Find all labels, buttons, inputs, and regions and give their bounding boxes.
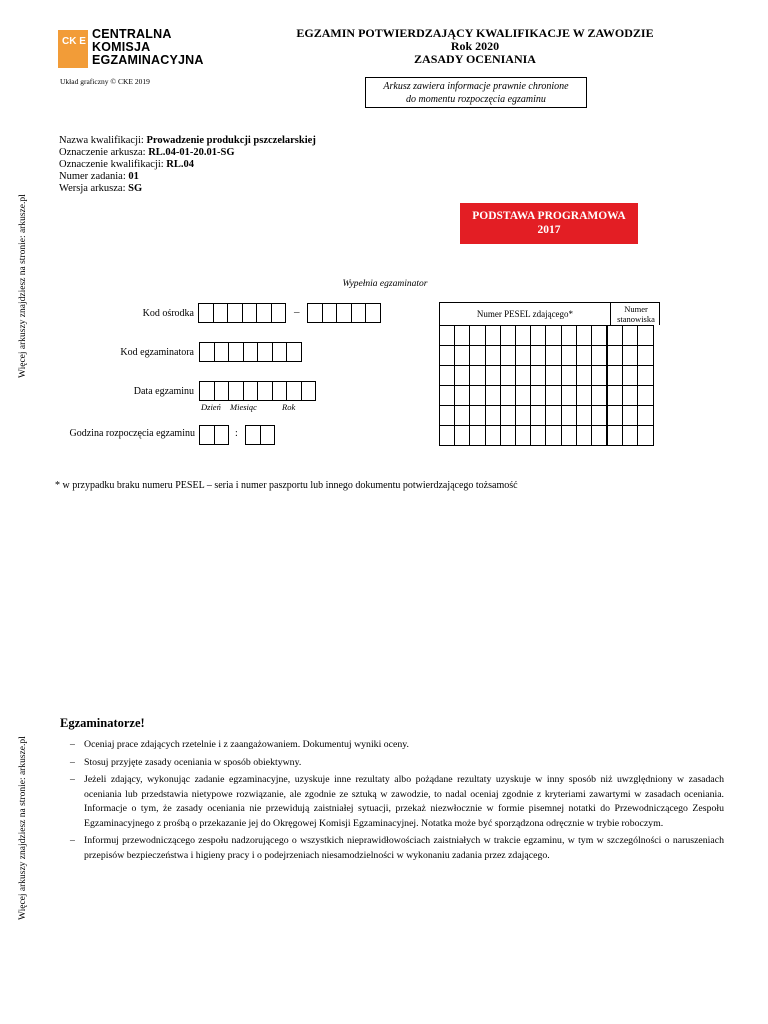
side-link-text-bottom: Więcej arkuszy znajdziesz na stronie: arkusze.pl <box>18 736 28 920</box>
digit-box[interactable] <box>242 303 258 323</box>
station-digit-box[interactable] <box>638 366 653 386</box>
task-number: Numer zadania: 01 <box>59 171 139 182</box>
pesel-digit-box[interactable] <box>561 326 576 346</box>
digit-box[interactable] <box>286 381 302 401</box>
pesel-digit-box[interactable] <box>440 346 455 366</box>
time-colon: : <box>235 428 238 439</box>
digit-box[interactable] <box>214 342 230 362</box>
pesel-digit-box[interactable] <box>515 426 530 446</box>
start-time-label: Godzina rozpoczęcia egzaminu <box>69 428 195 439</box>
pesel-digit-box[interactable] <box>576 326 591 346</box>
pesel-digit-box[interactable] <box>440 326 455 346</box>
instruction-item: – Oceniaj prace zdających rzetelnie i z zaangażowaniem. Dokumentuj wyniki oceny. <box>70 739 409 750</box>
pesel-digit-box[interactable] <box>485 386 500 406</box>
pesel-digit-box[interactable] <box>531 346 546 366</box>
digit-box[interactable] <box>322 303 338 323</box>
logo-line-2: KOMISJA <box>92 40 151 54</box>
exam-date-label: Data egzaminu <box>133 386 194 397</box>
station-digit-box[interactable] <box>638 386 653 406</box>
curriculum-line-2: 2017 <box>537 224 561 236</box>
pesel-digit-box[interactable] <box>561 366 576 386</box>
station-digit-box[interactable] <box>623 366 638 386</box>
pesel-digit-box[interactable] <box>515 406 530 426</box>
curriculum-line-1: PODSTAWA PROGRAMOWA <box>472 210 626 222</box>
station-digit-box[interactable] <box>623 326 638 346</box>
station-label: Numer stanowiska <box>610 303 661 326</box>
digit-box[interactable] <box>228 381 244 401</box>
cke-logo-text <box>92 28 204 67</box>
pesel-digit-box[interactable] <box>591 326 607 346</box>
station-digit-box[interactable] <box>623 346 638 366</box>
logo-line-3: EGZAMINACYJNA <box>92 53 204 67</box>
pesel-digit-box[interactable] <box>591 386 607 406</box>
pesel-digit-box[interactable] <box>576 346 591 366</box>
cke-logo-mark <box>58 30 88 68</box>
instruction-item: – Jeżeli zdający, wykonując zadanie egzaminacyjne, uzyskuje inne rezultaty albo pożądane rezultaty uzyskuje w inny sposób niż uwzględniony w zasadach oceniania lub przedstawia nietypowe rozwiązanie, ale zgodnie ze sztuką w zawodzie, to nadal oceniaj zgodnie z kryteriami zawartymi w zasadach oceniania. Informacje o tym, że zasady oceniania nie przewidują zaistniałej sytuacji, przekaż niezwłocznie w formie pisemnej notatki do Przewodniczącego Zespołu Egzaminacyjnego z prośbą o przekazanie jej do Okręgowej Komisji Egzaminacyjnej. Notatka może być sporządzona odręcznie w trybie roboczym. <box>70 774 724 829</box>
qualification-name: Nazwa kwalifikacji: Prowadzenie produkcji pszczelarskiej <box>59 135 316 146</box>
day-label: Dzień <box>201 402 221 412</box>
digit-box[interactable] <box>245 425 261 445</box>
pesel-digit-box[interactable] <box>576 386 591 406</box>
pesel-digit-box[interactable] <box>591 366 607 386</box>
pesel-digit-box[interactable] <box>515 346 530 366</box>
logo-line-1: CENTRALNA <box>92 27 172 41</box>
sheet-info <box>59 135 316 195</box>
digit-box[interactable] <box>214 381 230 401</box>
pesel-digit-box[interactable] <box>440 366 455 386</box>
digit-box[interactable] <box>198 303 214 323</box>
pesel-digit-box[interactable] <box>485 406 500 426</box>
digit-box[interactable] <box>301 381 317 401</box>
digit-box[interactable] <box>243 381 259 401</box>
pesel-digit-box[interactable] <box>515 326 530 346</box>
pesel-digit-box[interactable] <box>470 326 485 346</box>
pesel-digit-box[interactable] <box>500 366 515 386</box>
digit-box[interactable] <box>199 342 215 362</box>
month-label: Miesiąc <box>230 402 257 412</box>
qualification-code: Oznaczenie kwalifikacji: RL.04 <box>59 159 194 170</box>
grid-row <box>440 346 654 366</box>
station-digit-box[interactable] <box>607 366 623 386</box>
center-code-boxes-2[interactable] <box>307 303 381 323</box>
examiner-title: Egzaminatorze! <box>60 716 145 730</box>
digit-box[interactable] <box>286 342 302 362</box>
pesel-digit-box[interactable] <box>561 346 576 366</box>
notice-line-2: do momentu rozpoczęcia egzaminu <box>406 94 546 105</box>
pesel-footnote: * w przypadku braku numeru PESEL – seria i numer paszportu lub innego dokumentu potwierdzającego tożsamość <box>55 480 518 491</box>
station-digit-box[interactable] <box>623 386 638 406</box>
pesel-digit-box[interactable] <box>531 426 546 446</box>
pesel-digit-box[interactable] <box>485 366 500 386</box>
header-line-1: EGZAMIN POTWIERDZAJĄCY KWALIFIKACJE W ZAWODZIE <box>296 26 654 40</box>
pesel-digit-box[interactable] <box>591 406 607 426</box>
side-link-text-top: Więcej arkuszy znajdziesz na stronie: arkusze.pl <box>18 194 28 378</box>
digit-box[interactable] <box>228 342 244 362</box>
digit-box[interactable] <box>213 303 229 323</box>
digit-box[interactable] <box>365 303 381 323</box>
station-digit-box[interactable] <box>607 426 623 446</box>
digit-box[interactable] <box>199 425 215 445</box>
station-digit-box[interactable] <box>638 426 653 446</box>
pesel-digit-box[interactable] <box>455 406 470 426</box>
digit-box[interactable] <box>243 342 259 362</box>
pesel-digit-box[interactable] <box>455 326 470 346</box>
pesel-digit-box[interactable] <box>440 406 455 426</box>
digit-box[interactable] <box>257 381 273 401</box>
pesel-digit-box[interactable] <box>515 366 530 386</box>
pesel-digit-box[interactable] <box>440 426 455 446</box>
notice-line-1: Arkusz zawiera informacje prawnie chronione <box>383 81 569 92</box>
pesel-digit-box[interactable] <box>500 346 515 366</box>
logo-mark-letters: CK E <box>62 36 86 47</box>
pesel-digit-box[interactable] <box>531 406 546 426</box>
pesel-digit-box[interactable] <box>546 386 561 406</box>
pesel-digit-box[interactable] <box>455 346 470 366</box>
pesel-digit-box[interactable] <box>561 386 576 406</box>
station-digit-box[interactable] <box>623 406 638 426</box>
pesel-station-grid[interactable] <box>439 302 654 446</box>
instruction-item: – Stosuj przyjęte zasady oceniania w sposób obiektywny. <box>70 756 302 768</box>
confidential-notice <box>365 77 587 108</box>
grid-row <box>440 326 654 346</box>
station-digit-box[interactable] <box>607 346 623 366</box>
grid-row <box>440 366 654 386</box>
pesel-digit-box[interactable] <box>546 406 561 426</box>
pesel-digit-box[interactable] <box>500 406 515 426</box>
start-minute-boxes[interactable] <box>245 425 275 445</box>
pesel-digit-box[interactable] <box>485 326 500 346</box>
digit-box[interactable] <box>227 303 243 323</box>
station-digit-box[interactable] <box>607 386 623 406</box>
digit-box[interactable] <box>307 303 323 323</box>
grid-row <box>440 406 654 426</box>
sheet-code: Oznaczenie arkusza: RL.04-01-20.01-SG <box>59 147 235 158</box>
exam-date-boxes[interactable] <box>199 381 316 401</box>
instruction-item: – Informuj przewodniczącego zespołu nadzorującego o wszystkich nieprawidłowościach zaistniałych w trakcie egzaminu, w tym w szczególności o naruszeniach przepisów bezpieczeństwa i higieny pracy i o podejrzeniach niesamodzielności w wykonaniu zadania przez zdającego. <box>70 835 724 861</box>
station-digit-box[interactable] <box>638 406 653 426</box>
station-digit-box[interactable] <box>638 346 653 366</box>
station-digit-box[interactable] <box>623 426 638 446</box>
pesel-digit-box[interactable] <box>455 426 470 446</box>
digit-box[interactable] <box>271 303 287 323</box>
layout-copyright: Układ graficzny © CKE 2019 <box>60 77 150 86</box>
station-digit-box[interactable] <box>607 326 623 346</box>
examiner-instructions <box>70 738 724 866</box>
pesel-digit-box[interactable] <box>561 426 576 446</box>
pesel-digit-box[interactable] <box>576 406 591 426</box>
pesel-digit-box[interactable] <box>546 426 561 446</box>
examiner-code-boxes[interactable] <box>199 342 302 362</box>
pesel-digit-box[interactable] <box>546 346 561 366</box>
sheet-version: Wersja arkusza: SG <box>59 183 143 194</box>
pesel-table[interactable] <box>439 325 654 446</box>
digit-box[interactable] <box>256 303 272 323</box>
year-label: Rok <box>282 402 296 412</box>
center-code-label: Kod ośrodka <box>142 308 194 319</box>
pesel-digit-box[interactable] <box>470 346 485 366</box>
pesel-digit-box[interactable] <box>531 326 546 346</box>
digit-box[interactable] <box>257 342 273 362</box>
grid-header <box>439 302 660 325</box>
center-code-boxes-1[interactable] <box>198 303 286 323</box>
pesel-digit-box[interactable] <box>576 426 591 446</box>
pesel-digit-box[interactable] <box>546 366 561 386</box>
station-digit-box[interactable] <box>607 406 623 426</box>
pesel-digit-box[interactable] <box>455 386 470 406</box>
exam-header <box>270 27 680 66</box>
pesel-digit-box[interactable] <box>470 366 485 386</box>
pesel-digit-box[interactable] <box>591 426 607 446</box>
start-hour-boxes[interactable] <box>199 425 229 445</box>
pesel-digit-box[interactable] <box>561 406 576 426</box>
digit-box[interactable] <box>272 342 288 362</box>
center-code-dash: – <box>294 306 300 318</box>
digit-box[interactable] <box>214 425 230 445</box>
digit-box[interactable] <box>351 303 367 323</box>
pesel-digit-box[interactable] <box>591 346 607 366</box>
pesel-digit-box[interactable] <box>470 406 485 426</box>
pesel-digit-box[interactable] <box>500 326 515 346</box>
digit-box[interactable] <box>336 303 352 323</box>
pesel-digit-box[interactable] <box>470 426 485 446</box>
pesel-digit-box[interactable] <box>455 366 470 386</box>
digit-box[interactable] <box>260 425 276 445</box>
pesel-digit-box[interactable] <box>500 386 515 406</box>
pesel-digit-box[interactable] <box>531 386 546 406</box>
digit-box[interactable] <box>272 381 288 401</box>
station-digit-box[interactable] <box>638 326 653 346</box>
examiner-fill-note: Wypełnia egzaminator <box>342 279 428 289</box>
pesel-digit-box[interactable] <box>546 326 561 346</box>
grid-row <box>440 426 654 446</box>
grid-row <box>440 386 654 406</box>
curriculum-badge <box>460 203 638 244</box>
examiner-code-label: Kod egzaminatora <box>120 347 194 358</box>
pesel-digit-box[interactable] <box>500 426 515 446</box>
header-line-3: ZASADY OCENIANIA <box>414 52 536 66</box>
pesel-digit-box[interactable] <box>515 386 530 406</box>
digit-box[interactable] <box>199 381 215 401</box>
header-line-2: Rok 2020 <box>450 39 500 53</box>
pesel-digit-box[interactable] <box>485 346 500 366</box>
pesel-digit-box[interactable] <box>531 366 546 386</box>
pesel-digit-box[interactable] <box>470 386 485 406</box>
pesel-label: Numer PESEL zdającego* <box>476 309 574 319</box>
pesel-digit-box[interactable] <box>576 366 591 386</box>
pesel-digit-box[interactable] <box>485 426 500 446</box>
pesel-digit-box[interactable] <box>440 386 455 406</box>
